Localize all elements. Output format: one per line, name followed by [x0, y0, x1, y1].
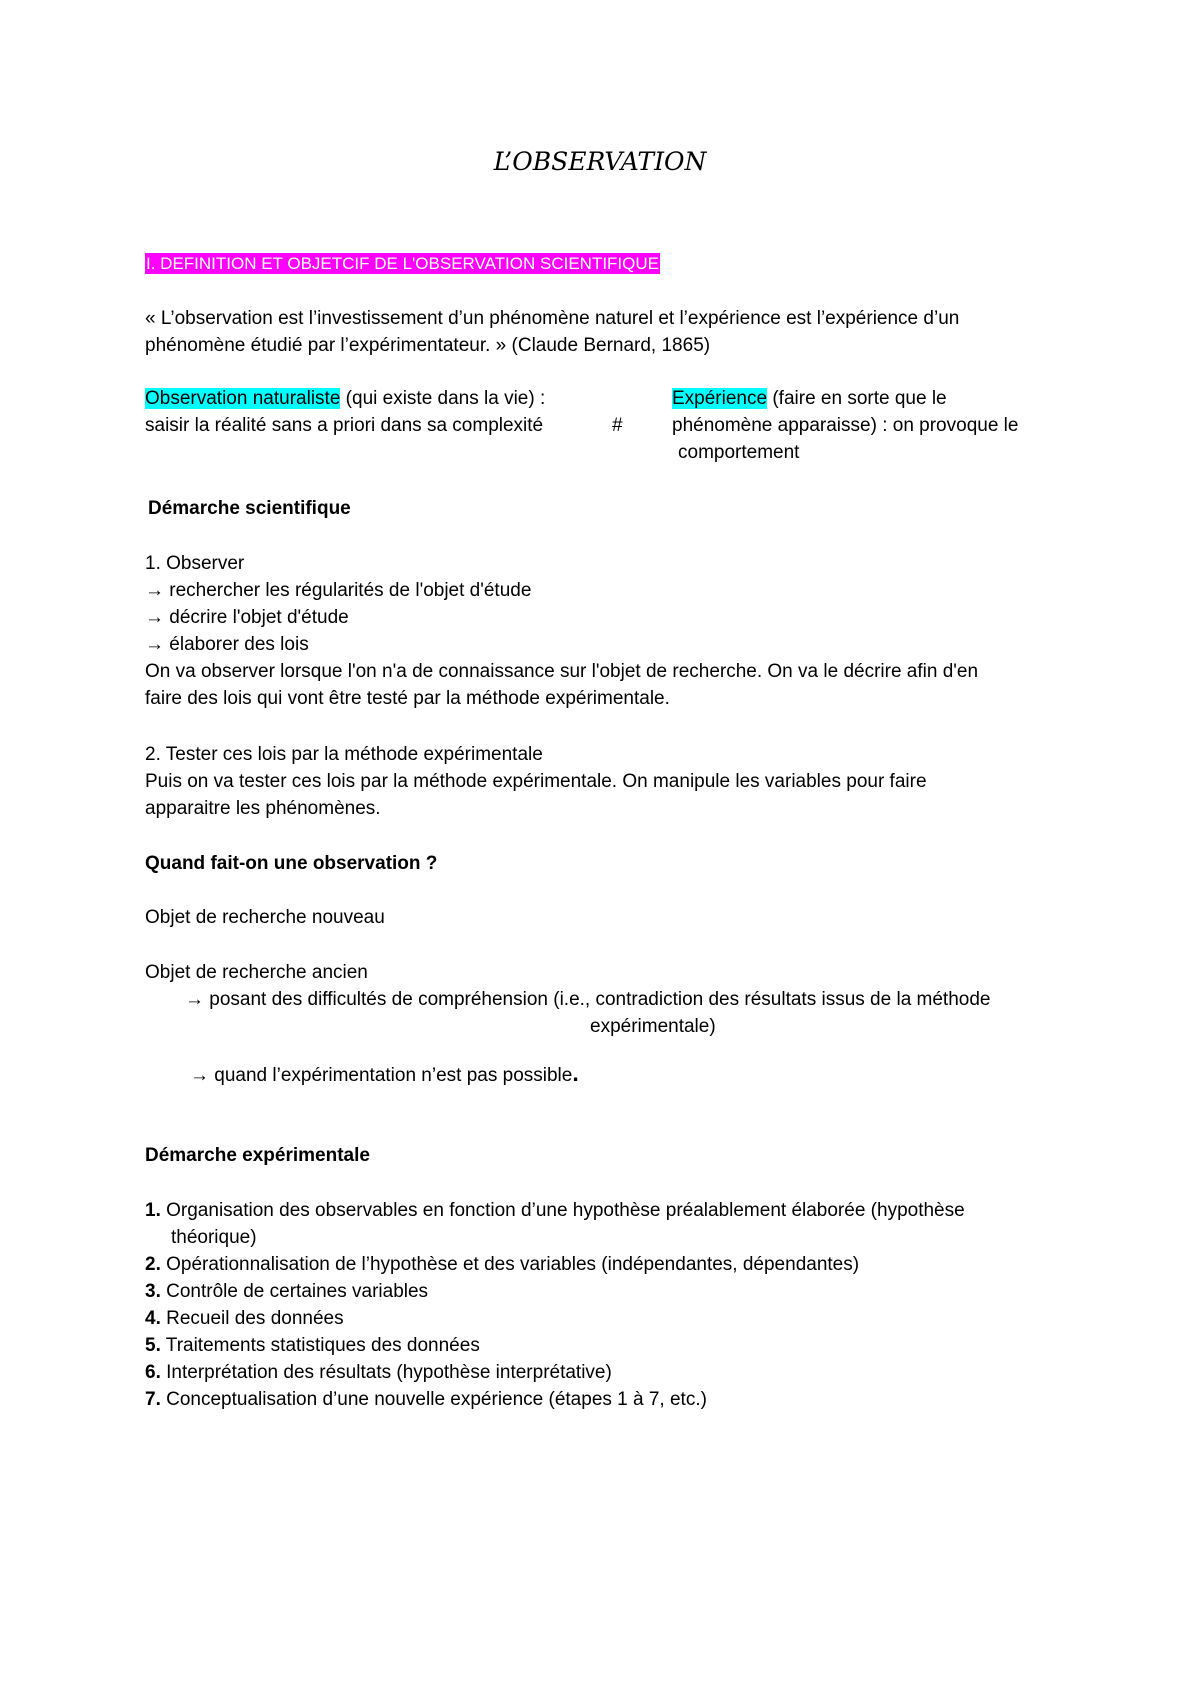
quote-line-2: phénomène étudié par l’expérimentateur. » (Claude Bernard, 1865) [145, 335, 711, 356]
objet-ancien: Objet de recherche ancien [145, 962, 368, 983]
step-number: 3. [145, 1281, 161, 1302]
list-item [145, 1305, 1055, 1332]
step-text: Interprétation des résultats (hypothèse interprétative) [160, 1362, 612, 1383]
step-number: 1. [145, 1200, 161, 1221]
list-item-continuation: théorique) [171, 1227, 257, 1248]
quote-line-1: « L’observation est l’investissement d’un phénomène naturel et l’expérience est l’expérience d’un [145, 308, 960, 329]
sub-pas-possible-period: . [572, 1060, 579, 1086]
experience-term-line [672, 385, 1018, 412]
step-tester: 2. Tester ces lois par la méthode expérimentale [145, 744, 543, 765]
page-title: L’OBSERVATION [493, 147, 707, 176]
demarche-experimentale-heading: Démarche expérimentale [145, 1145, 370, 1166]
list-item [145, 1332, 1055, 1359]
section-heading-text: I. DEFINITION ET OBJETCIF DE L'OBSERVATION SCIENTIFIQUE [146, 254, 659, 273]
step-text: Opérationnalisation de l’hypothèse et des variables (indépendantes, dépendantes) [160, 1254, 860, 1275]
step-number: 5. [145, 1335, 161, 1356]
observation-term-line [145, 385, 545, 412]
sub-pas-possible-text: → quand l’expérimentation n’est pas possible [190, 1065, 573, 1086]
comparison-separator: # [612, 415, 623, 436]
step-text: Contrôle de certaines variables [160, 1281, 429, 1302]
experience-column [672, 385, 1018, 466]
observer-block [145, 550, 1055, 712]
paragraph-tester-line-2: apparaitre les phénomènes. [145, 798, 381, 819]
list-item [145, 1278, 1055, 1305]
demarche-scientifique-heading: Démarche scientifique [148, 498, 351, 519]
observation-term-rest: (qui existe dans la vie) : [340, 388, 546, 409]
paragraph-observer-line-2: faire des lois qui vont être testé par la méthode expérimentale. [145, 688, 670, 709]
step-text: Traitements statistiques des données [160, 1335, 480, 1356]
paragraph-observer-line-1: On va observer lorsque l'on n'a de connaissance sur l'objet de recherche. On va le décrire afin d'en [145, 661, 979, 682]
objet-nouveau: Objet de recherche nouveau [145, 907, 385, 928]
experience-term: Expérience [672, 388, 768, 409]
observation-description: saisir la réalité sans a priori dans sa complexité [145, 415, 544, 436]
list-item [145, 1386, 1055, 1413]
bernard-quote [145, 305, 1045, 359]
experimental-steps-list [145, 1197, 1055, 1413]
quand-heading: Quand fait-on une observation ? [145, 853, 438, 874]
step-observer: 1. Observer [145, 553, 245, 574]
observation-column [145, 385, 545, 439]
bullet-regularites: → rechercher les régularités de l'objet d'étude [145, 580, 532, 601]
step-number: 6. [145, 1362, 161, 1383]
experience-description-line-3: comportement [678, 442, 800, 463]
observation-term: Observation naturaliste [145, 388, 341, 409]
bullet-decrire: → décrire l'objet d'étude [145, 607, 349, 628]
step-text: Conceptualisation d’une nouvelle expérience (étapes 1 à 7, etc.) [160, 1389, 707, 1410]
experience-term-rest: (faire en sorte que le [767, 388, 947, 409]
list-item [145, 1251, 1055, 1278]
section-heading [145, 250, 660, 277]
step-text: Organisation des observables en fonction d’une hypothèse préalablement élaborée (hypothèse [160, 1200, 965, 1221]
tester-block [145, 741, 1055, 822]
bullet-elaborer: → élaborer des lois [145, 634, 309, 655]
step-text: Recueil des données [160, 1308, 344, 1329]
step-number: 4. [145, 1308, 161, 1329]
experience-description-line-2: phénomène apparaisse) : on provoque le [672, 415, 1019, 436]
list-item [145, 1359, 1055, 1386]
paragraph-tester-line-1: Puis on va tester ces lois par la méthode expérimentale. On manipule les variables pour faire [145, 771, 927, 792]
step-number: 2. [145, 1254, 161, 1275]
list-item [145, 1197, 1055, 1224]
step-number: 7. [145, 1389, 161, 1410]
sub-difficultes-line-2: expérimentale) [590, 1016, 716, 1037]
sub-pas-possible [190, 1060, 579, 1089]
sub-difficultes-line-1: → posant des difficultés de compréhension (i.e., contradiction des résultats issus de la méthode [185, 989, 991, 1010]
